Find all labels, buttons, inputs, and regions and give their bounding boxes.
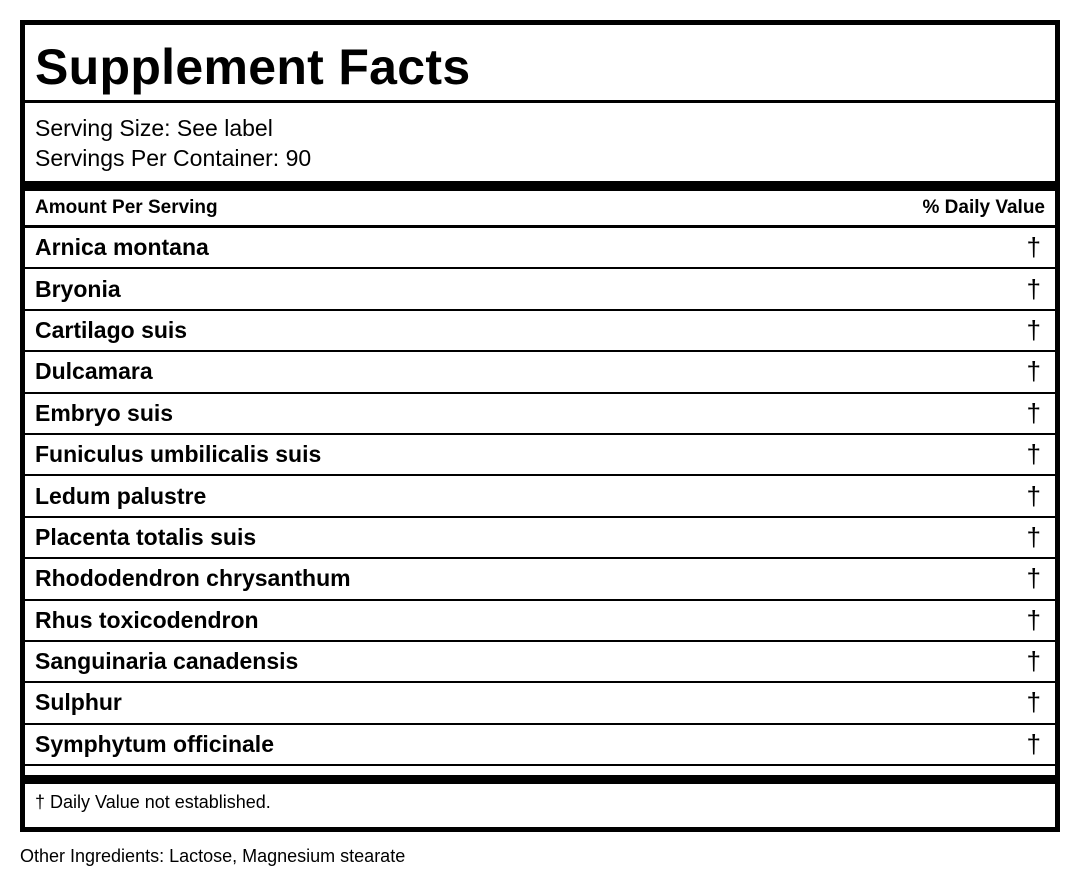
panel-title: Supplement Facts	[25, 25, 1055, 103]
ingredient-row	[25, 518, 1055, 559]
spacer	[25, 766, 1055, 775]
daily-value-dagger: †	[1026, 273, 1041, 304]
daily-value-dagger: †	[1026, 521, 1041, 552]
daily-value-dagger: †	[1026, 646, 1041, 677]
ingredient-row	[25, 642, 1055, 683]
daily-value-dagger: †	[1026, 397, 1041, 428]
daily-value-dagger: †	[1026, 687, 1041, 718]
serving-info	[25, 103, 1055, 181]
ingredient-name: Ledum palustre	[35, 482, 207, 509]
ingredient-name: Funiculus umbilicalis suis	[35, 441, 322, 468]
ingredient-row	[25, 352, 1055, 393]
ingredient-row	[25, 435, 1055, 476]
thick-divider	[25, 181, 1055, 191]
column-header-row	[25, 191, 1055, 228]
daily-value-dagger: †	[1026, 604, 1041, 635]
servings-per-container: Servings Per Container: 90	[35, 145, 312, 171]
ingredient-name: Symphytum officinale	[35, 730, 274, 757]
ingredient-row	[25, 311, 1055, 352]
ingredient-name: Arnica montana	[35, 234, 209, 261]
daily-value-dagger: †	[1026, 480, 1041, 511]
other-ingredients: Other Ingredients: Lactose, Magnesium stearate	[20, 846, 406, 866]
ingredient-name: Rhus toxicodendron	[35, 606, 259, 633]
ingredient-row	[25, 228, 1055, 269]
ingredient-row	[25, 394, 1055, 435]
ingredient-name: Sanguinaria canadensis	[35, 648, 299, 675]
ingredient-row	[25, 559, 1055, 600]
ingredient-row	[25, 683, 1055, 724]
daily-value-header: % Daily Value	[922, 197, 1045, 218]
ingredient-name: Rhododendron chrysanthum	[35, 565, 351, 592]
ingredient-row	[25, 269, 1055, 310]
daily-value-dagger: †	[1026, 563, 1041, 594]
ingredient-name: Sulphur	[35, 689, 122, 716]
thick-divider-bottom	[25, 775, 1055, 784]
ingredient-name: Cartilago suis	[35, 316, 188, 343]
ingredient-row	[25, 476, 1055, 517]
supplement-facts-panel	[20, 20, 1060, 832]
daily-value-dagger: †	[1026, 728, 1041, 759]
daily-value-dagger: †	[1026, 232, 1041, 263]
ingredient-name: Dulcamara	[35, 358, 153, 385]
ingredient-name: Placenta totalis suis	[35, 523, 257, 550]
ingredient-row	[25, 601, 1055, 642]
ingredient-row	[25, 725, 1055, 766]
ingredient-name: Embryo suis	[35, 399, 174, 426]
ingredient-name: Bryonia	[35, 275, 121, 302]
amount-per-serving-header: Amount Per Serving	[35, 197, 218, 218]
footnote: † Daily Value not established.	[35, 792, 271, 813]
daily-value-dagger: †	[1026, 439, 1041, 470]
daily-value-dagger: †	[1026, 356, 1041, 387]
daily-value-dagger: †	[1026, 314, 1041, 345]
serving-size: Serving Size: See label	[35, 115, 273, 141]
ingredient-list	[25, 228, 1055, 766]
